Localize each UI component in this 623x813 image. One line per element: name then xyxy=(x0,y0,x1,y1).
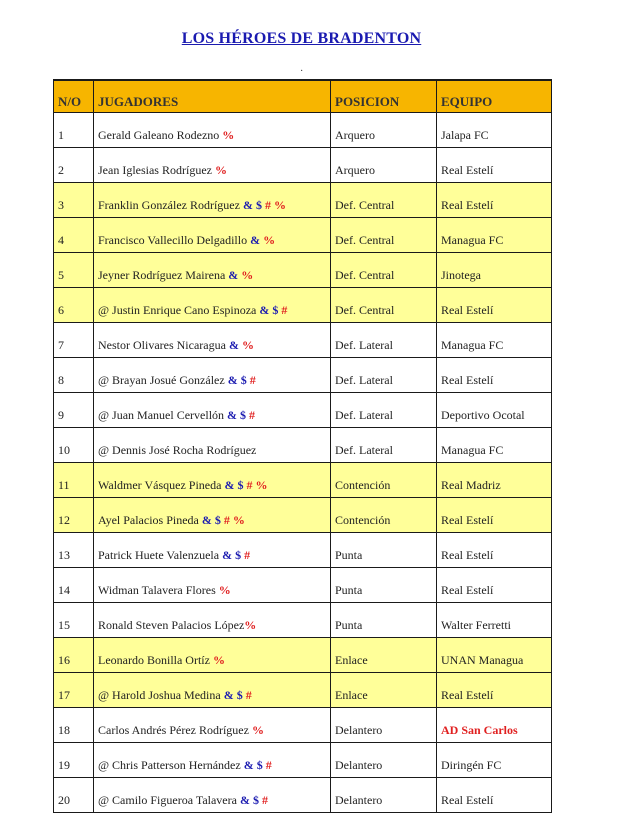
table-row xyxy=(54,148,552,183)
roster-table xyxy=(53,79,552,813)
position-cell: Delantero xyxy=(331,743,437,778)
player-markers xyxy=(227,408,255,422)
player-markers xyxy=(244,618,256,632)
header-number: N/O xyxy=(54,80,94,113)
table-row xyxy=(54,638,552,673)
table-row xyxy=(54,113,552,148)
player-cell xyxy=(94,778,331,813)
row-number: 10 xyxy=(54,428,94,463)
position-cell: Def. Lateral xyxy=(331,428,437,463)
stray-dot: · xyxy=(300,66,304,77)
player-markers xyxy=(213,653,225,667)
dollar-marker: $ xyxy=(240,373,247,387)
table-row xyxy=(54,568,552,603)
ampersand-marker: & xyxy=(243,758,254,772)
hash-marker: # xyxy=(281,303,288,317)
player-markers xyxy=(228,268,253,282)
team-cell: Jinotega xyxy=(437,253,552,288)
player-cell xyxy=(94,113,331,148)
player-cell xyxy=(94,218,331,253)
percent-marker: % xyxy=(263,233,276,247)
position-cell: Punta xyxy=(331,533,437,568)
row-number: 6 xyxy=(54,288,94,323)
player-name: Patrick Huete Valenzuela xyxy=(98,548,220,562)
hash-marker: # xyxy=(264,198,271,212)
player-name: @ Juan Manuel Cervellón xyxy=(98,408,225,422)
player-markers xyxy=(240,793,268,807)
ampersand-marker: & xyxy=(242,198,253,212)
player-cell xyxy=(94,288,331,323)
player-name: @ Justin Enrique Cano Espinoza xyxy=(98,303,257,317)
row-number: 12 xyxy=(54,498,94,533)
ampersand-marker: & xyxy=(227,373,238,387)
percent-marker: % xyxy=(251,723,264,737)
player-markers xyxy=(222,128,234,142)
table-row xyxy=(54,393,552,428)
hash-marker: # xyxy=(265,758,272,772)
hash-marker: # xyxy=(246,478,253,492)
percent-marker: % xyxy=(273,198,286,212)
header-row xyxy=(54,80,552,113)
row-number: 8 xyxy=(54,358,94,393)
dollar-marker: $ xyxy=(214,513,221,527)
player-markers xyxy=(243,198,286,212)
position-cell: Def. Central xyxy=(331,218,437,253)
position-cell: Def. Lateral xyxy=(331,323,437,358)
percent-marker: % xyxy=(241,338,254,352)
player-name: Ronald Steven Palacios López xyxy=(98,618,245,632)
row-number: 5 xyxy=(54,253,94,288)
player-name: Jeyner Rodríguez Mairena xyxy=(98,268,226,282)
table-row xyxy=(54,778,552,813)
player-name: Francisco Vallecillo Delgadillo xyxy=(98,233,248,247)
row-number: 20 xyxy=(54,778,94,813)
team-cell: Walter Ferretti xyxy=(437,603,552,638)
row-number: 19 xyxy=(54,743,94,778)
table-row xyxy=(54,708,552,743)
team-cell: Diringén FC xyxy=(437,743,552,778)
position-cell: Punta xyxy=(331,568,437,603)
player-name: Franklin González Rodríguez xyxy=(98,198,240,212)
player-name: @ Chris Patterson Hernández xyxy=(98,758,241,772)
player-cell xyxy=(94,673,331,708)
row-number: 15 xyxy=(54,603,94,638)
table-row xyxy=(54,673,552,708)
player-cell xyxy=(94,533,331,568)
row-number: 13 xyxy=(54,533,94,568)
player-markers xyxy=(222,548,250,562)
player-cell xyxy=(94,498,331,533)
table-row xyxy=(54,323,552,358)
row-number: 16 xyxy=(54,638,94,673)
player-cell xyxy=(94,603,331,638)
table-row xyxy=(54,358,552,393)
team-cell: Managua FC xyxy=(437,428,552,463)
player-markers xyxy=(250,233,275,247)
page-title: LOS HÉROES DE BRADENTON xyxy=(181,30,422,47)
row-number: 2 xyxy=(54,148,94,183)
table-row xyxy=(54,218,552,253)
player-markers xyxy=(252,723,264,737)
ampersand-marker: & xyxy=(227,408,238,422)
table-row xyxy=(54,183,552,218)
percent-marker: % xyxy=(255,478,268,492)
player-cell xyxy=(94,148,331,183)
player-cell xyxy=(94,358,331,393)
position-cell: Def. Lateral xyxy=(331,393,437,428)
team-cell: Real Estelí xyxy=(437,673,552,708)
header-team: EQUIPO xyxy=(437,80,552,113)
team-cell: Real Estelí xyxy=(437,148,552,183)
team-cell: UNAN Managua xyxy=(437,638,552,673)
position-cell: Enlace xyxy=(331,673,437,708)
hash-marker: # xyxy=(245,688,252,702)
position-cell: Delantero xyxy=(331,708,437,743)
ampersand-marker: & xyxy=(228,338,239,352)
player-markers xyxy=(229,338,254,352)
position-cell: Punta xyxy=(331,603,437,638)
ampersand-marker: & xyxy=(228,268,239,282)
row-number: 11 xyxy=(54,463,94,498)
team-cell: Managua FC xyxy=(437,323,552,358)
player-markers xyxy=(215,163,227,177)
dollar-marker: $ xyxy=(236,688,243,702)
ampersand-marker: & xyxy=(223,688,234,702)
position-cell: Arquero xyxy=(331,113,437,148)
header-players: JUGADORES xyxy=(94,80,331,113)
player-name: Jean Iglesias Rodríguez xyxy=(98,163,212,177)
dollar-marker: $ xyxy=(255,198,262,212)
player-cell xyxy=(94,253,331,288)
percent-marker: % xyxy=(214,163,227,177)
table-row xyxy=(54,253,552,288)
position-cell: Delantero xyxy=(331,778,437,813)
player-name: Nestor Olivares Nicaragua xyxy=(98,338,226,352)
ampersand-marker: & xyxy=(201,513,212,527)
position-cell: Def. Lateral xyxy=(331,358,437,393)
team-cell: Real Estelí xyxy=(437,288,552,323)
hash-marker: # xyxy=(249,408,256,422)
position-cell: Contención xyxy=(331,463,437,498)
ampersand-marker: & xyxy=(250,233,261,247)
ampersand-marker: & xyxy=(224,478,235,492)
player-name: @ Brayan Josué González xyxy=(98,373,225,387)
dollar-marker: $ xyxy=(256,758,263,772)
team-cell: Real Madriz xyxy=(437,463,552,498)
team-cell: Deportivo Ocotal xyxy=(437,393,552,428)
dollar-marker: $ xyxy=(235,548,242,562)
player-name: Leonardo Bonilla Ortíz xyxy=(98,653,210,667)
team-cell: Managua FC xyxy=(437,218,552,253)
row-number: 7 xyxy=(54,323,94,358)
row-number: 14 xyxy=(54,568,94,603)
player-name: Carlos Andrés Pérez Rodríguez xyxy=(98,723,249,737)
team-cell: Real Estelí xyxy=(437,498,552,533)
percent-marker: % xyxy=(241,268,254,282)
row-number: 4 xyxy=(54,218,94,253)
player-cell xyxy=(94,638,331,673)
team-cell: Real Estelí xyxy=(437,778,552,813)
table-row xyxy=(54,533,552,568)
player-name: Gerald Galeano Rodezno xyxy=(98,128,220,142)
player-markers xyxy=(259,303,287,317)
player-cell xyxy=(94,183,331,218)
hash-marker: # xyxy=(244,548,251,562)
player-cell xyxy=(94,463,331,498)
player-markers xyxy=(224,478,267,492)
team-cell: Jalapa FC xyxy=(437,113,552,148)
player-cell xyxy=(94,708,331,743)
position-cell: Def. Central xyxy=(331,288,437,323)
row-number: 9 xyxy=(54,393,94,428)
player-markers xyxy=(228,373,256,387)
ampersand-marker: & xyxy=(259,303,270,317)
table-row xyxy=(54,498,552,533)
table-row xyxy=(54,463,552,498)
team-cell: Real Estelí xyxy=(437,568,552,603)
dollar-marker: $ xyxy=(240,408,247,422)
player-cell xyxy=(94,323,331,358)
player-markers xyxy=(224,688,252,702)
player-name: @ Camilo Figueroa Talavera xyxy=(98,793,237,807)
percent-marker: % xyxy=(212,653,225,667)
player-markers xyxy=(244,758,272,772)
table-row xyxy=(54,743,552,778)
position-cell: Def. Central xyxy=(331,253,437,288)
position-cell: Def. Central xyxy=(331,183,437,218)
player-cell xyxy=(94,428,331,463)
ampersand-marker: & xyxy=(222,548,233,562)
table-row xyxy=(54,288,552,323)
player-cell xyxy=(94,393,331,428)
row-number: 17 xyxy=(54,673,94,708)
table-row xyxy=(54,603,552,638)
dollar-marker: $ xyxy=(252,793,259,807)
percent-marker: % xyxy=(222,128,235,142)
player-name: Waldmer Vásquez Pineda xyxy=(98,478,222,492)
percent-marker: % xyxy=(232,513,245,527)
percent-marker: % xyxy=(218,583,231,597)
dollar-marker: $ xyxy=(272,303,279,317)
table-row xyxy=(54,428,552,463)
row-number: 3 xyxy=(54,183,94,218)
player-markers xyxy=(202,513,245,527)
header-position: POSICION xyxy=(331,80,437,113)
roster-body xyxy=(54,113,552,813)
player-markers xyxy=(219,583,231,597)
position-cell: Enlace xyxy=(331,638,437,673)
hash-marker: # xyxy=(249,373,256,387)
player-name: @ Dennis José Rocha Rodríguez xyxy=(98,443,257,457)
player-cell xyxy=(94,743,331,778)
hash-marker: # xyxy=(261,793,268,807)
hash-marker: # xyxy=(223,513,230,527)
player-name: Widman Talavera Flores xyxy=(98,583,216,597)
team-cell: Real Estelí xyxy=(437,183,552,218)
dollar-marker: $ xyxy=(237,478,244,492)
player-name: @ Harold Joshua Medina xyxy=(98,688,221,702)
player-cell xyxy=(94,568,331,603)
team-cell: Real Estelí xyxy=(437,358,552,393)
ampersand-marker: & xyxy=(239,793,250,807)
row-number: 18 xyxy=(54,708,94,743)
row-number: 1 xyxy=(54,113,94,148)
player-name: Ayel Palacios Pineda xyxy=(98,513,199,527)
position-cell: Contención xyxy=(331,498,437,533)
team-cell: Real Estelí xyxy=(437,533,552,568)
percent-marker: % xyxy=(244,618,257,632)
team-cell: AD San Carlos xyxy=(437,708,552,743)
position-cell: Arquero xyxy=(331,148,437,183)
